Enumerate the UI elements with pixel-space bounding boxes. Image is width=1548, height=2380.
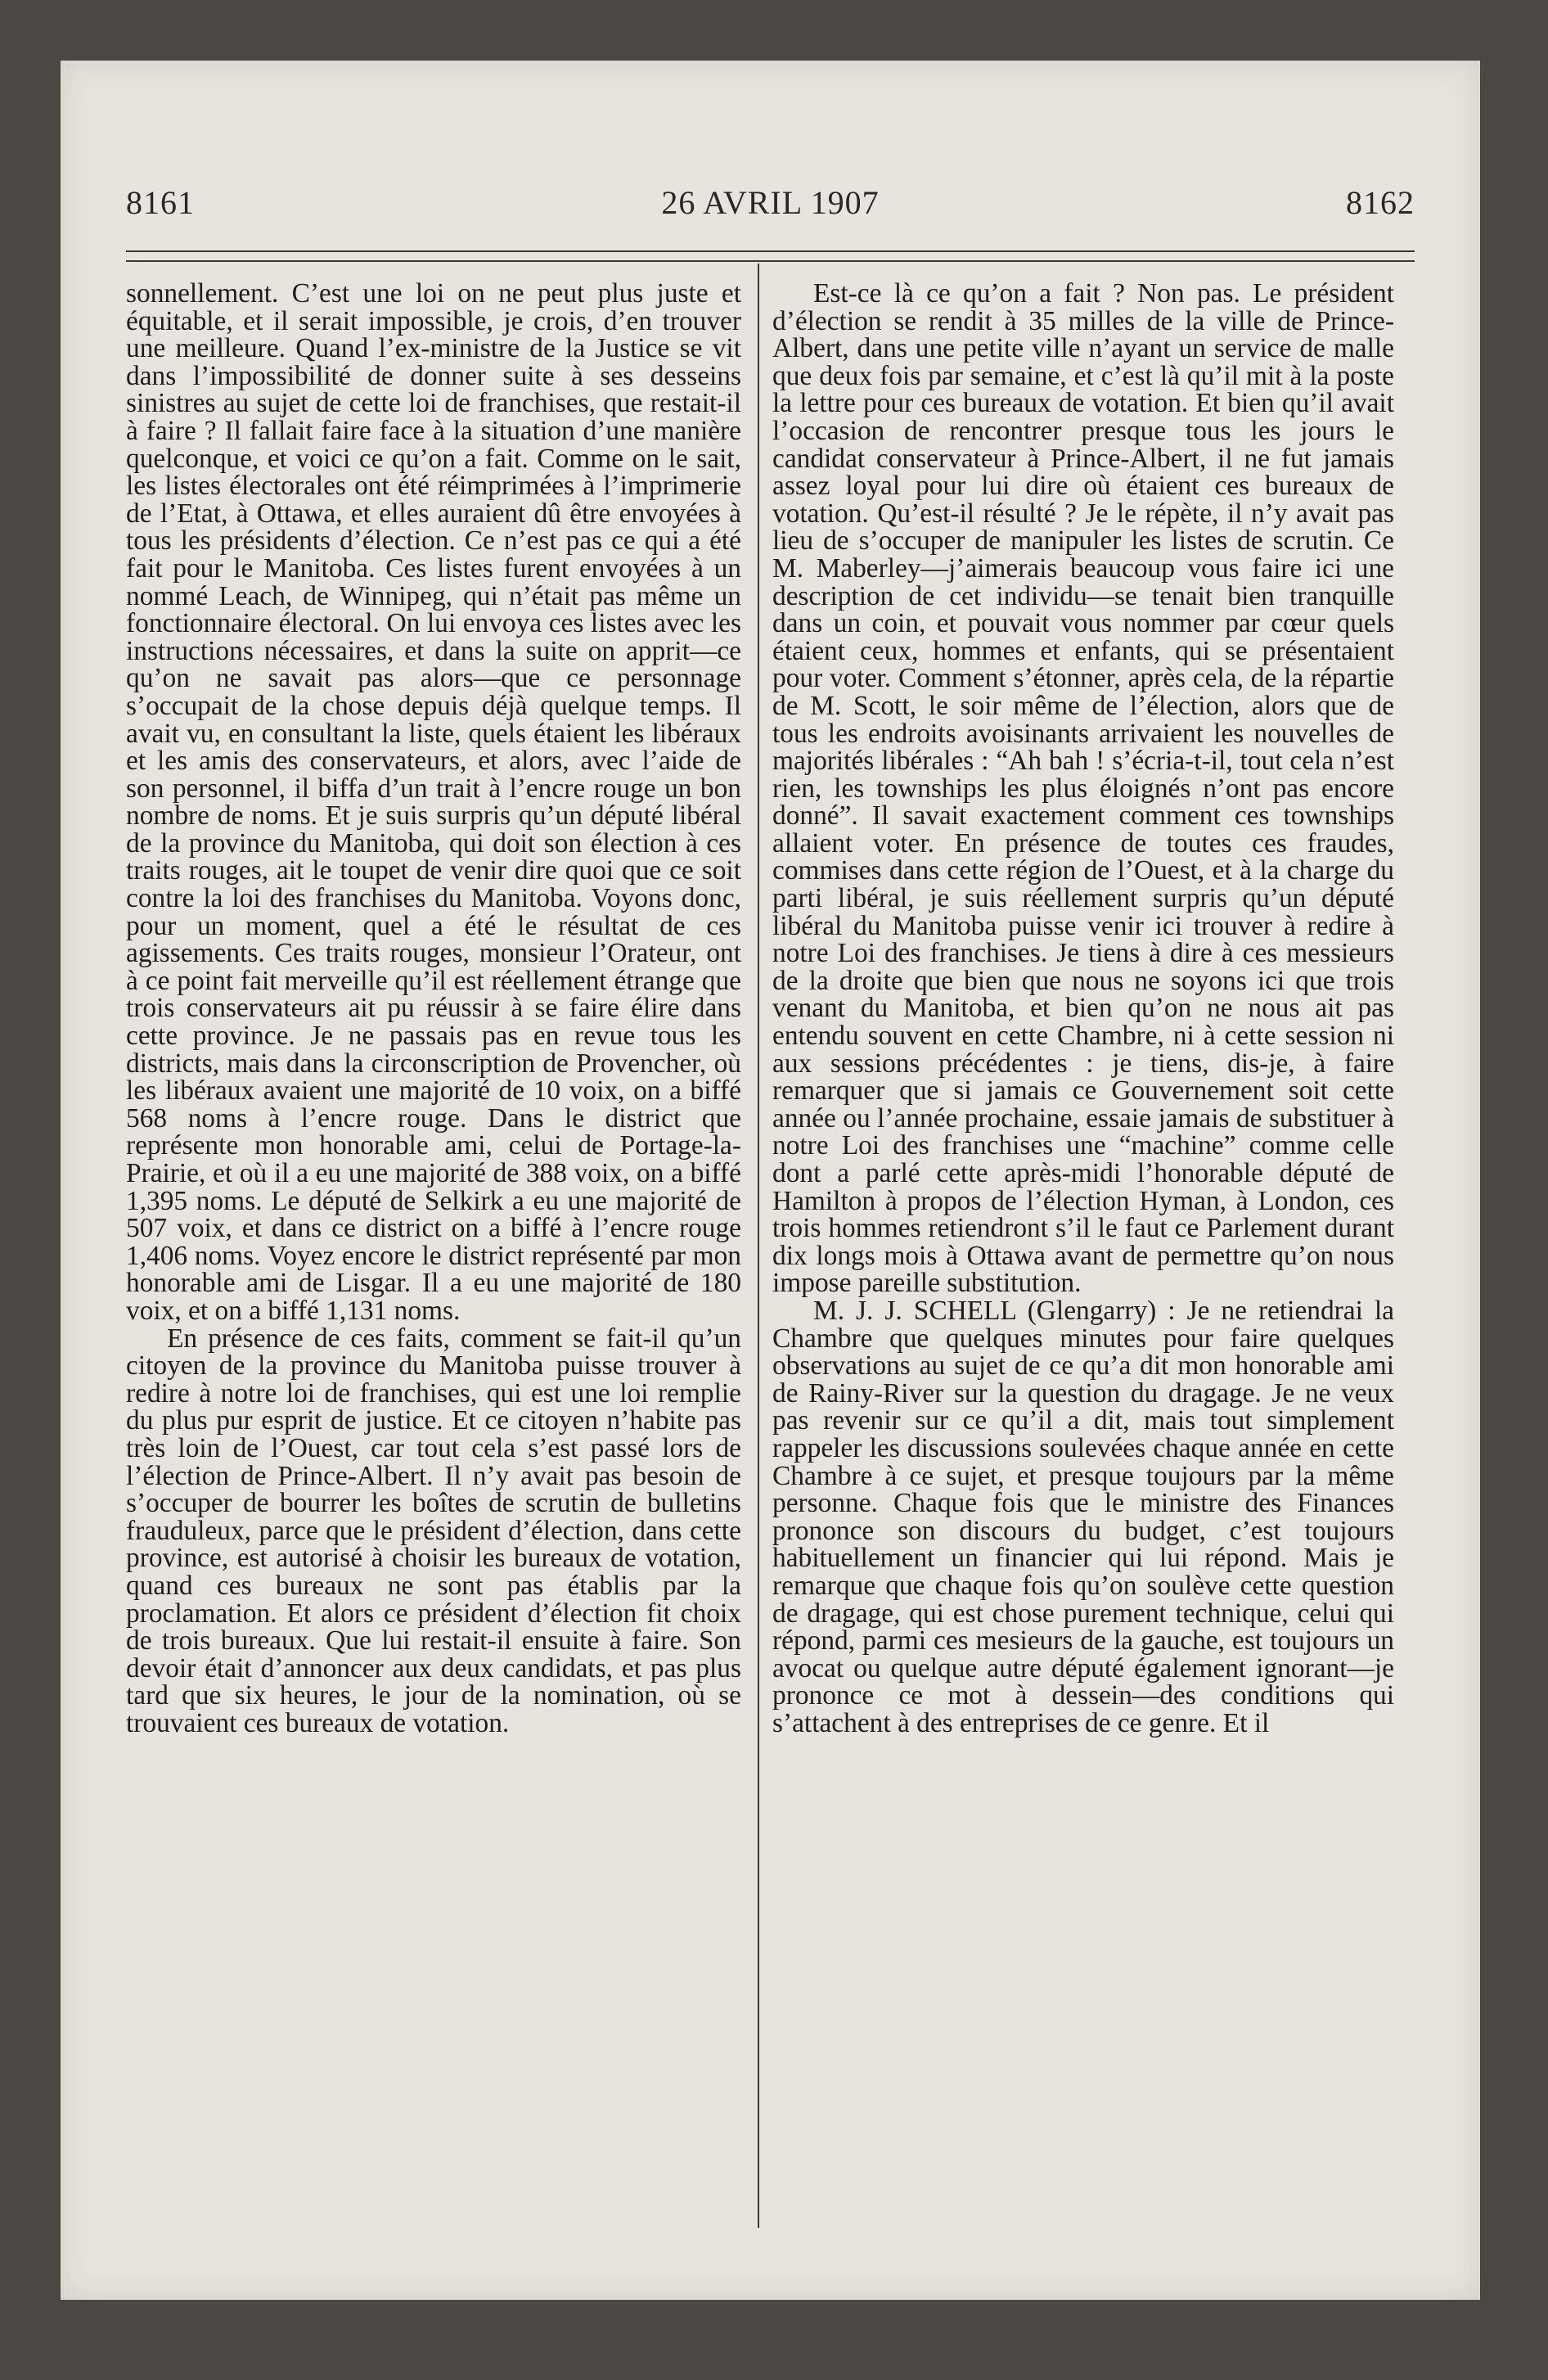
header-date: 26 AVRIL 1907 [661,184,880,221]
left-paragraph-1: sonnellement. C’est une loi on ne peut plus juste et équitable, et il serait impossible, je crois, d’en trouver une meilleure. Quand l’ex-ministre de la Justice se vit dans l’impossibilité de donner suite à ses desseins sinistres au sujet de cette loi de franchises, que restait-il à faire ? Il fallait faire face à la situation d’une manière quelconque, et voici ce qu’on a fait. Comme on le sait, les listes électorales ont été réimprimées à l’imprimerie de l’Etat, à Ottawa, et elles auraient dû être envoyées à tous les présidents d’élection. Ce n’est pas ce qui a été fait pour le Manitoba. Ces listes furent envoyées à un nommé Leach, de Winnipeg, qui n’était pas même un fonctionnaire électoral. On lui envoya ces listes avec les instructions nécessaires, et dans la suite on apprit—ce qu’on ne savait pas alors—que ce personnage s’occupait de la chose depuis déjà quelque temps. Il avait vu, en consultant la liste, quels étaient les libéraux et les amis des conservateurs, et alors, avec l’aide de son personnel, il biffa d’un trait à l’encre rouge un bon nombre de noms. Et je suis surpris qu’un député libéral de la province du Manitoba, qui doit son élection à ces traits rouges, ait le toupet de venir dire quoi que ce soit contre la loi des franchises du Manitoba. Voyons donc, pour un moment, quel a été le résultat de ces agissements. Ces traits rouges, monsieur l’Orateur, ont à ce point fait merveille qu’il est réellement étrange que trois conservateurs ait pu réussir à se faire élire dans cette province. Je ne passais pas en revue tous les districts, mais dans la circonscription de Provencher, où les libéraux avaient une majorité de 10 voix, on a biffé 568 noms à l’encre rouge. Dans le district que représente mon honorable ami, celui de Portage-la-Prairie, et où il a eu une majorité de 388 voix, on a biffé 1,395 noms. Le député de Selkirk a eu une majorité de 507 voix, et dans ce district on a biffé à l’encre rouge 1,406 noms. Voyez encore le district représenté par mon honorable ami de Lisgar. Il a eu une majorité de 180 voix, et on a biffé 1,131 noms. [126,278,741,1326]
page-header [126,183,1415,232]
left-column [126,280,741,1737]
left-page-number: 8161 [126,184,195,221]
left-paragraph-2: En présence de ces faits, comment se fait-il qu’un citoyen de la province du Manitoba puisse trouver à redire à notre loi de franchises, qui est une loi remplie du plus pur esprit de justice. Et ce citoyen n’habite pas très loin de l’Ouest, car tout cela s’est passé lors de l’élection de Prince-Albert. Il n’y avait pas besoin de s’occuper de bourrer les boîtes de scrutin de bulletins frauduleux, parce que le président d’élection, dans cette province, est autorisé à choisir les bureaux de votation, quand ces bureaux ne sont pas établis par la proclamation. Et alors ce président d’élection fit choix de trois bureaux. Que lui restait-il ensuite à faire. Son devoir était d’annoncer aux deux candidats, et pas plus tard que six heures, le jour de la nomination, où se trouvaient ces bureaux de votation. [126,1323,741,1738]
right-page-number: 8162 [1346,184,1415,221]
column-divider [758,264,759,2228]
document-page [61,61,1480,2300]
header-rule-top [126,250,1415,252]
right-paragraph-2: M. J. J. SCHELL (Glengarry) : Je ne retiendrai la Chambre que quelques minutes pour faire quelques observations au sujet de ce qu’a dit mon honorable ami de Rainy-River sur la question du dragage. Je ne veux pas revenir sur ce qu’il a dit, mais tout simplement rappeler les discussions soulevées chaque année en cette Chambre à ce sujet, et presque toujours par la même personne. Chaque fois que le ministre des Finances prononce son discours du budget, c’est toujours habituellement un financier qui lui répond. Mais je remarque que chaque fois qu’on soulève cette question de dragage, qui est chose purement technique, celui qui répond, parmi ces mesieurs de la gauche, est toujours un avocat ou quelque autre député également ignorant—je prononce ce mot à dessein—des conditions qui s’attachent à des entreprises de ce genre. Et il [772,1295,1394,1738]
header-rule-bottom [126,260,1415,262]
right-paragraph-1: Est-ce là ce qu’on a fait ? Non pas. Le président d’élection se rendit à 35 milles de la ville de Prince-Albert, dans une petite ville n’ayant un service de malle que deux fois par semaine, et c’est là qu’il mit à la poste la lettre pour ces bureaux de votation. Et bien qu’il avait l’occasion de rencontrer presque tous les jours le candidat conservateur à Prince-Albert, il ne fut jamais assez loyal pour lui dire où étaient ces bureaux de votation. Qu’est-il résulté ? Je le répète, il n’y avait pas lieu de s’occuper de manipuler les listes de scrutin. Ce M. Maberley—j’aimerais beaucoup vous faire ici une description de cet individu—se tenait bien tranquille dans un coin, et pouvait vous nommer par cœur quels étaient ceux, hommes et enfants, qui se présentaient pour voter. Comment s’étonner, après cela, de la répartie de M. Scott, le soir même de l’élection, alors que de tous les endroits avoisinants arrivaient les nouvelles de majorités libérales : “Ah bah ! s’écria-t-il, tout cela n’est rien, les townships les plus éloignés n’ont pas encore donné”. Il savait exactement comment ces townships allaient voter. En présence de toutes ces fraudes, commises dans cette région de l’Ouest, et à la charge du parti libéral, je suis réellement surpris qu’un député libéral du Manitoba puisse venir ici trouver à redire à notre Loi des franchises. Je tiens à dire à ces messieurs de la droite que bien que nous ne soyons ici que trois venant du Manitoba, et bien qu’on ne nous ait pas entendu souvent en cette Chambre, ni à cette session ni aux sessions précédentes : je tiens, dis-je, à faire remarquer que si jamais ce Gouvernement soit cette année ou l’année prochaine, essaie jamais de substituer à notre Loi des franchises une “machine” comme celle dont a parlé cette après-midi l’honorable député de Hamilton à propos de l’élection Hyman, à London, ces trois hommes retiendront s’il le faut ce Parlement durant dix longs mois à Ottawa avant de permettre qu’on nous impose pareille substitution. [772,278,1394,1299]
right-column [772,280,1394,1737]
